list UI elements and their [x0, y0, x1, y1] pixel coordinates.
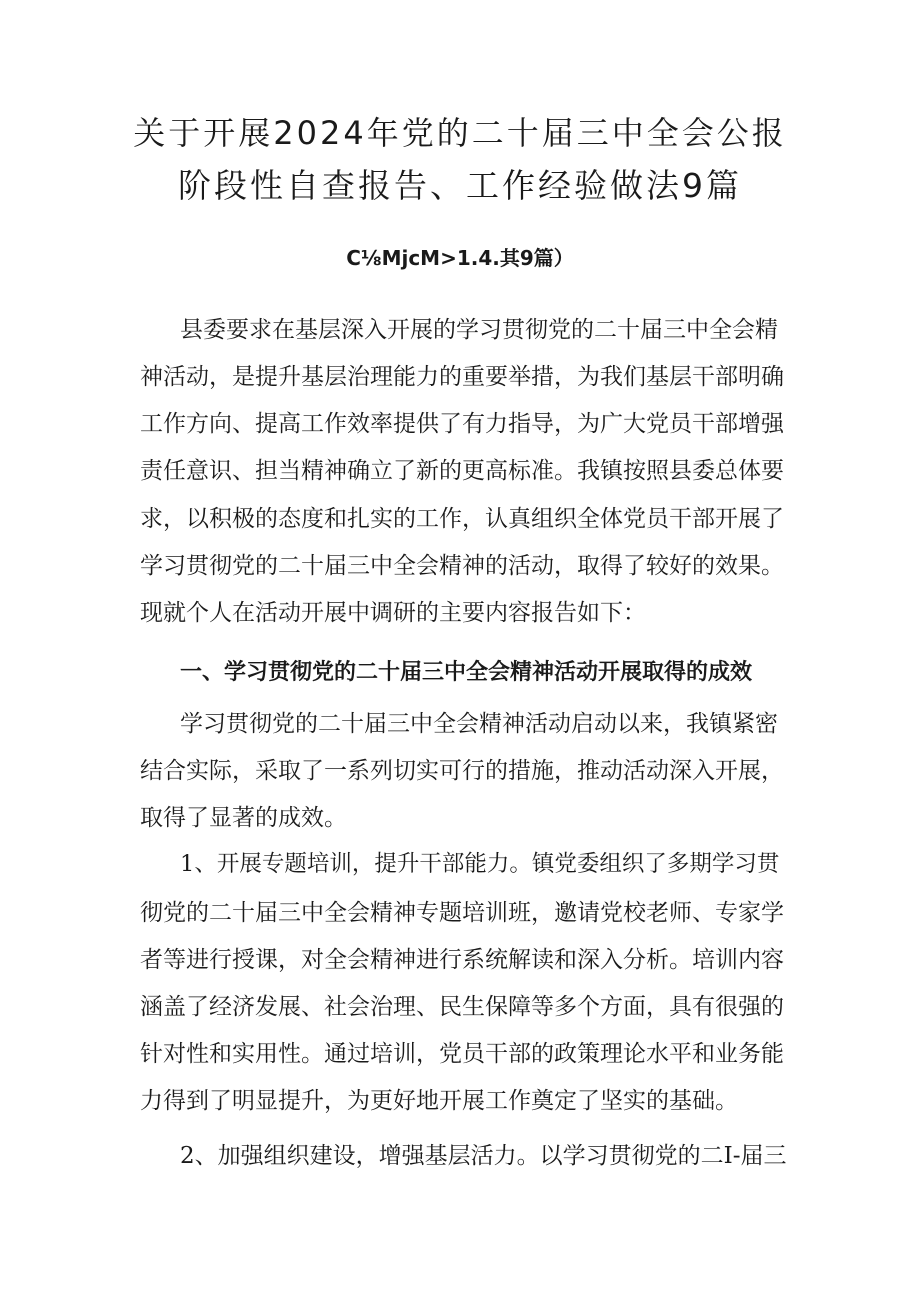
paragraph-line: 取得了显著的成效。 [140, 805, 347, 831]
paragraph-line: 彻党的二十届三中全会精神专题培训班，邀请党校老师、专家学 [140, 900, 784, 926]
paragraph-line: 者等进行授课，对全会精神进行系统解读和深入分析。培训内容 [140, 947, 784, 973]
paragraph-line: 2、加强组织建设，增强基层活力。以学习贯彻党的二I-届三 [180, 1143, 787, 1169]
paragraph-line: 求，以积极的态度和扎实的工作，认真组织全体党员干部开展了 [140, 506, 784, 532]
paragraph-line: 工作方向、提高工作效率提供了有力指导，为广大党员干部增强 [140, 411, 784, 437]
paragraph-line: 责任意识、担当精神确立了新的更高标准。我镇按照县委总体要 [140, 458, 784, 484]
paragraph-line: 现就个人在活动开展中调研的主要内容报告如下： [140, 600, 646, 626]
paragraph-line: 涵盖了经济发展、社会治理、民生保障等多个方面，具有很强的 [140, 994, 784, 1020]
paragraph-line: 1、开展专题培训，提升干部能力。镇党委组织了多期学习贯 [180, 851, 780, 877]
document-subtitle: C⅛MjcM>1.4.其9篇） [346, 246, 574, 270]
paragraph-line: 力得到了明显提升，为更好地开展工作奠定了坚实的基础。 [140, 1088, 738, 1114]
document-title-line-1: 关于开展2024年党的二十届三中全会公报 [133, 114, 787, 152]
paragraph-line: 神活动，是提升基层治理能力的重要举措，为我们基层干部明确 [140, 364, 784, 390]
paragraph-line: 县委要求在基层深入开展的学习贯彻党的二十届三中全会精 [180, 317, 778, 343]
paragraph-line: 结合实际，采取了一系列切实可行的措施，推动活动深入开展， [140, 758, 784, 784]
document-title-line-2: 阶段性自查报告、工作经验做法9篇 [178, 166, 742, 205]
paragraph-line: 针对性和实用性。通过培训，党员干部的政策理论水平和业务能 [140, 1041, 784, 1067]
section-heading: 一、学习贯彻党的二十届三中全会精神活动开展取得的成效 [180, 660, 753, 685]
paragraph-line: 学习贯彻党的二十届三中全会精神活动启动以来，我镇紧密 [180, 711, 778, 737]
paragraph-line: 学习贯彻党的二十届三中全会精神的活动，取得了较好的效果。 [140, 553, 784, 579]
